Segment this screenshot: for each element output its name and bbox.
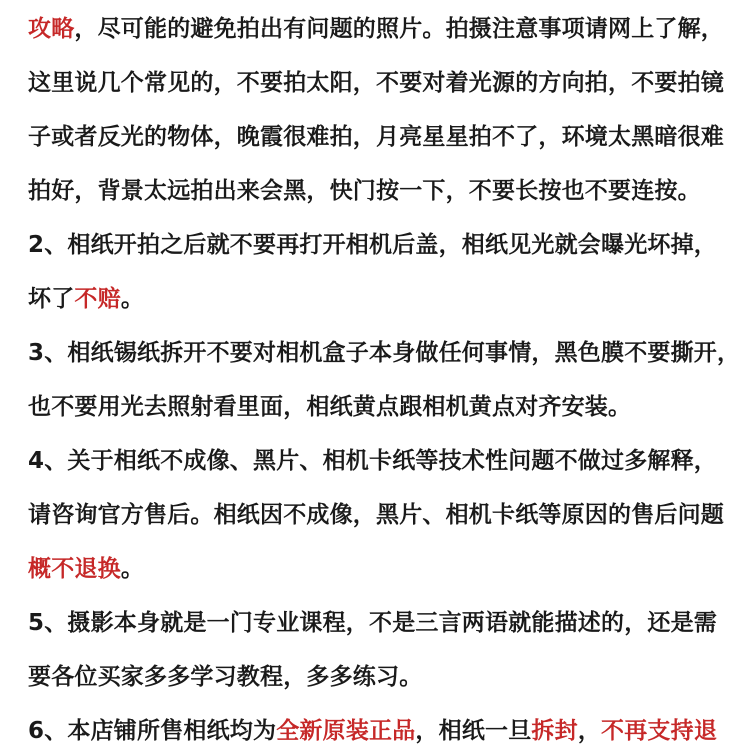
text-segment: 3、相纸锡纸拆开不要对相机盒子本身做任何事情，黑色膜不要撕开， — [28, 340, 741, 366]
highlighted-text: 全新原装正品 — [276, 718, 416, 744]
text-segment: 2、相纸开拍之后就不要再打开相机后盖，相纸见光就会曝光坏掉， — [28, 232, 718, 258]
text-line — [28, 608, 717, 638]
text-line — [28, 284, 144, 314]
text-segment: 子或者反光的物体，晚霞很难拍，月亮星星拍不了，环境太黑暗很难 — [28, 124, 724, 150]
text-segment: ， — [577, 718, 602, 744]
text-line — [28, 500, 724, 530]
text-segment: 。 — [120, 556, 145, 582]
text-segment: 坏了 — [28, 286, 75, 312]
text-line — [28, 662, 422, 692]
highlighted-text: 不赔 — [74, 286, 121, 312]
text-line — [28, 446, 717, 476]
text-line — [28, 338, 740, 368]
text-segment: 4、关于相纸不成像、黑片、相机卡纸等技术性问题不做过多解释， — [28, 448, 718, 474]
text-segment: 这里说几个常见的，不要拍太阳，不要对着光源的方向拍，不要拍镜 — [28, 70, 724, 96]
text-line — [28, 716, 717, 746]
text-segment: 5、摄影本身就是一门专业课程，不是三言两语就能描述的，还是需 — [28, 610, 718, 636]
highlighted-text: 拆封 — [531, 718, 578, 744]
highlighted-text: 攻略 — [28, 16, 75, 42]
text-segment: 请咨询官方售后。相纸因不成像，黑片、相机卡纸等原因的售后问题 — [28, 502, 724, 528]
text-segment: 拍好，背景太远拍出来会黑，快门按一下，不要长按也不要连按。 — [28, 178, 701, 204]
text-segment: 也不要用光去照射看里面，相纸黄点跟相机黄点对齐安装。 — [28, 394, 632, 420]
text-line — [28, 122, 724, 152]
text-segment: 6、本店铺所售相纸均为 — [28, 718, 277, 744]
text-line — [28, 68, 724, 98]
text-segment: ，相纸一旦 — [415, 718, 532, 744]
text-line — [28, 392, 631, 422]
highlighted-text: 概不退换 — [28, 556, 121, 582]
text-line — [28, 176, 701, 206]
highlighted-text: 不再支持退 — [601, 718, 718, 744]
text-line — [28, 554, 144, 584]
text-line — [28, 14, 724, 44]
text-segment: ，尽可能的避免拍出有问题的照片。拍摄注意事项请网上了解， — [74, 16, 725, 42]
text-line — [28, 230, 717, 260]
text-segment: 。 — [120, 286, 145, 312]
text-segment: 要各位买家多多学习教程，多多练习。 — [28, 664, 423, 690]
